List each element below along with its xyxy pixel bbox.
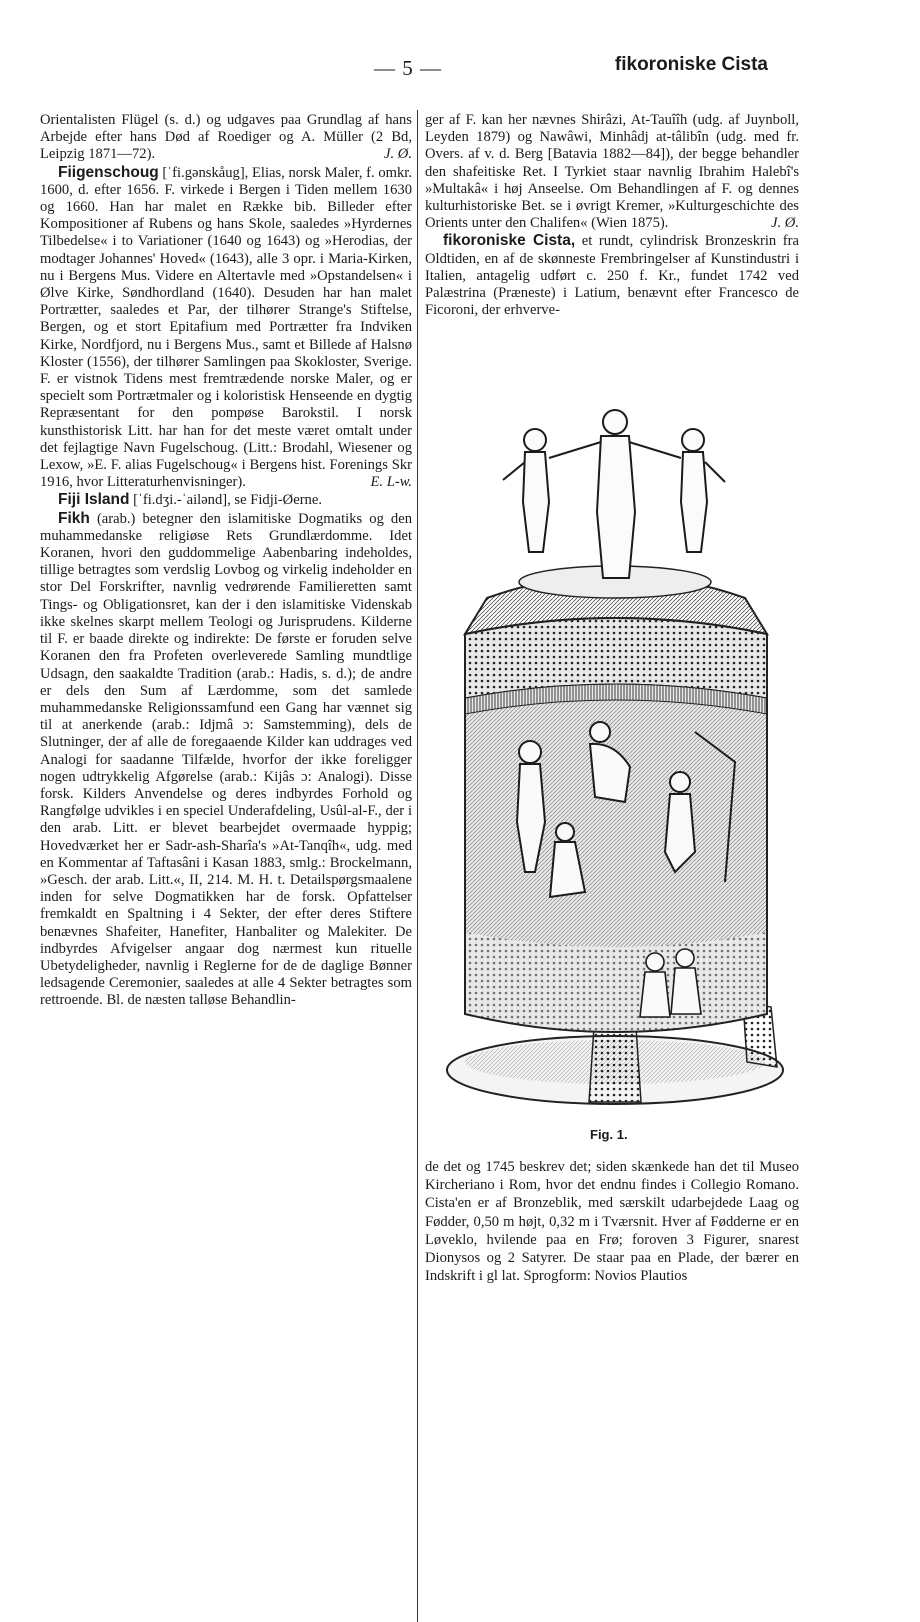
entry-headword: Fikh [58,509,90,527]
continued-paragraph [40,112,412,164]
author-signature: J. Ø. [384,146,412,163]
column-divider [417,110,418,1622]
continued-paragraph [425,112,799,232]
left-column [40,112,412,1010]
after-figure-paragraph [425,1158,799,1285]
figure-caption: Fig. 1. [590,1127,628,1142]
entry-text: [ˈfi.gənskåug], Elias, norsk Maler, f. omkr. 1600, d. efter 1656. F. virkede i Bergen i Tiden mellem 1630 og 1660. Han har malet en Række bib. Billeder efter Kompositioner af Rubens og hans Skole, saaledes »Hyrdernes Tilbedelse« i to Variationer (1640 og 1643) og »Herodias, der modtager Johannes' Hoved« (1643), alle 3 opr. i Maria-Kirken, nu i Bergens Mus. Videre en Altertavle med »Opstandelsen« i Ølve Kirke, Søndhordland (1640). Desuden har han malet Portrætter, saaledes et Par, der tilhører Strange's Stiftelse, Bergen, og et stort Epitafium med Portrætter fra Indviken Kirke, Nordfjord, nu i Bergens Mus., samt et Billede af Halsnø Kloster (1556), der tilhører Samlingen paa Skokloster, Sverige. F. er vistnok Tidens mest fremtrædende norske Maler, og er specielt som Portrætmaler og i koloristisk Henseende en dygtig Repræsentant for den pompøse Barokstil. I norsk kunsthistorisk Litt. har han for det meste været omtalt under det fejlagtige Navn Fugelschoug. (Litt.: Brodahl, Wiesener og Lexow, »E. F. alias Fugelschoug« i Bergens hist. Forenings Skr 1916, hvor Litteraturhenvisninger). [40,164,412,491]
entry-fiji-island [40,491,412,509]
entry-headword: fikoroniske Cista, [443,232,576,250]
running-head: fikoroniske Cista [614,54,768,75]
lid-figures [503,410,725,578]
entry-text: [ˈfi.dʒi.-ˈailənd], se Fidji-Øerne. [133,492,322,509]
author-signature: J. Ø. [771,215,799,232]
page-header [40,56,768,86]
engraved-scene [465,700,767,947]
entry-text: et rundt, cylindrisk Bronzeskrin fra Oldtiden, en af de skønneste Frembringelser af Kunstindustri i Italien, antagelig udført c. 250 f. Kr., fundet 1742 ved Palæstrina (Præneste) i Latium, benævnt efter Francesco de Ficoroni, der erhverve- [425,233,799,319]
entry-fikh [40,510,412,1010]
entry-headword: Fiigenschoug [58,163,159,181]
cista-engraving [425,402,799,1132]
paragraph-text: Orientalisten Flügel (s. d.) og udgaves paa Grundlag af hans Arbejde efter hans Død af Roediger og A. Müller (2 Bd, Leipzig 1871—72). [40,112,412,163]
right-column [425,112,799,319]
entry-text: (arab.) betegner den islamitiske Dogmatiks og den muhammedanske religiøse Rets Grundlærdomme. Idet Koranen, hvori den guddommelige Aabenbaring indeholdes, tillige betragtes som verdslig Lovbog og virkelig indeholder en stor Del Forskrifter, navnlig vedrørende Familieretten samt Tings- og Obligationsret, kan der i den islamitiske Videnskab ikke skelnes skarpt mellem Teologi og Jurisprudens. Kilderne til F. er baade direkte og indirekte: De første er foruden selve Koranen den fra Profeten overleverede Samling mundtlige Udsagn, den saakaldte Tradition (arab.: Hadis, s. d.); de andre er dels den Sum af Lærdomme, som det samlede muhammedanske Religionssamfund een Gang har vænnet sig til at anerkende (arab.: Idjmâ ɔ: Samstemming), dels de Slutninger, der af alle de foregaaende Kilder kan uddrages ved Analogi for saadanne Tilfælde, hvorfor der ikke foreligger nogen udtrykkelig Afgørelse (arab.: Kijâs ɔ: Analogi). Disse forsk. Kilders Anvendelse og deres indbyrdes Forhold og Rangfølge udvikles i en speciel Underafdeling, Usûl-al-F., der i den arab. Litt. er blevet bearbejdet overmaade hyppig; Hovedværket her er Sadr-ash-Sharîa's »At-Tanqîh«, udg. med en Kommentar af Taftasâni i Kasan 1883, smlg.: Brockelmann, »Gesch. der arab. Litt.«, II, 214. M. H. t. Detailspørgsmaalene inden for selve Dogmatikken har de forsk. Opfattelser fremkaldt en Spaltning i 4 Sekter, der efter deres Stiftere benævnes Shafeiter, Hanefiter, Hanbaliter og Malekiter. De indbyrdes Afvigelser angaar dog nærmest kun rituelle Ubetydeligheder, navnlig i Reglerne for de de daglige Bønner ledsagende Ceremonier, saaledes at alle 4 Sekter betragtes som rettroende. Bl. de næsten talløse Behandlin- [40,510,412,1009]
page-number: — 5 — [374,56,442,80]
cista-illustration [425,402,799,1132]
paragraph-text: de det og 1745 beskrev det; siden skænkede han det til Museo Kircheriano i Rom, hvor det endnu findes i Collegio Romano. Cista'en er af Bronzeblik, med særskilt udarbejdede Laag og Fødder, 0,50 m højt, 0,32 m i Tværsnit. Hver af Fødderne er en Løveklo, hvilende paa en Frø; foroven 3 Figurer, snarest Dionysos og 2 Satyrer. De staar paa en Plade, der bærer en Indskrift i gl lat. Sprogform: Novios Plautios [425,1159,799,1285]
entry-headword: Fiji Island [58,491,130,509]
entry-fiigenschoug [40,164,412,492]
paragraph-text: ger af F. kan her nævnes Shirâzi, At-Tauîîh (udg. af Juynboll, Leyden 1879) og Nawâwi, Minhâdj at-tâlibîn (udg. med fr. Overs. af v. d. Berg [Batavia 1882—84]), der begge behandler den shafeitiske Ret. I Tyrkiet staar navnlig Ibrahim Halebî's »Multakâ« i høj Anseelse. Om Behandlingen af F. og dennes kulturhistoriske Bet. se i øvrigt Kremer, »Kulturgeschichte des Orients unter den Chalifen« (Wien 1875). [425,112,799,232]
author-signature: E. L-w. [370,474,412,491]
entry-fikoroniske-cista [425,232,799,319]
